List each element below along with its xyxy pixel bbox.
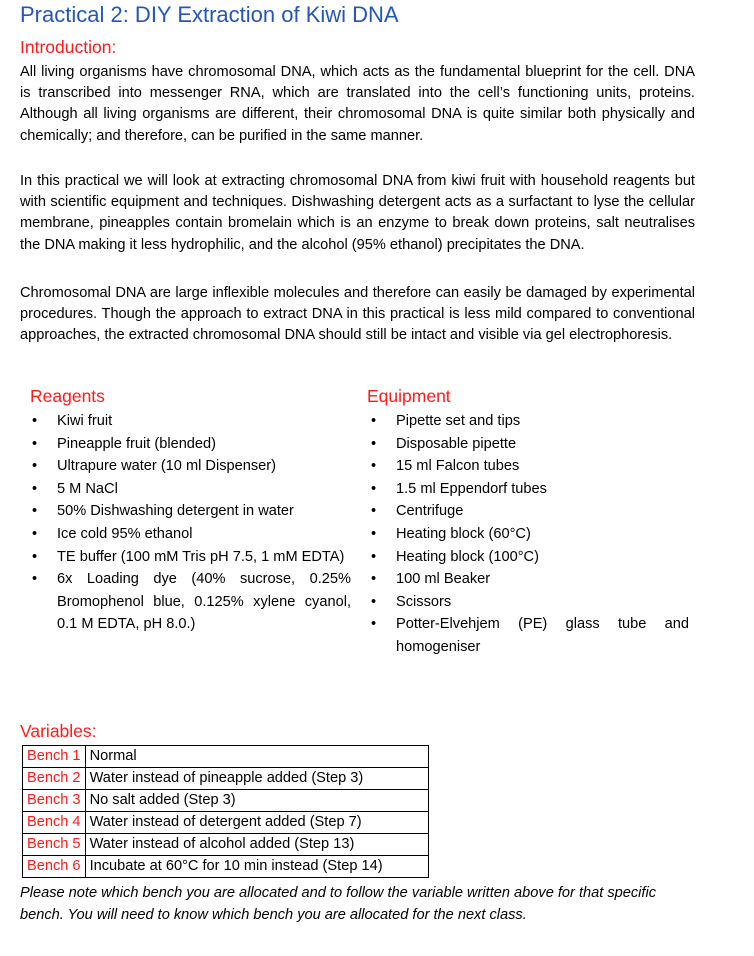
bullet-icon: •	[32, 525, 38, 542]
bullet-icon: •	[32, 458, 38, 475]
variables-table	[22, 745, 429, 878]
bench-cell: Bench 3	[23, 790, 86, 812]
reagent-label: 5 M NaCl	[57, 480, 118, 497]
variable-cell: Water instead of detergent added (Step 7)	[85, 812, 428, 834]
bench-cell: Bench 4	[23, 812, 86, 834]
list-item	[369, 478, 689, 501]
list-item	[369, 568, 689, 591]
bullet-icon: •	[32, 435, 38, 452]
bullet-icon: •	[371, 435, 377, 452]
table-row	[23, 746, 429, 768]
equipment-label: Scissors	[396, 593, 452, 610]
list-item	[369, 410, 689, 433]
reagents-list	[30, 410, 351, 636]
bullet-icon: •	[32, 503, 38, 520]
list-item	[369, 455, 689, 478]
reagent-label: Pineapple fruit (blended)	[57, 435, 217, 452]
intro-paragraph-1: All living organisms have chromosomal DNA, which acts as the fundamental blueprint for the cell. DNA is transcribed into messenger RNA, which are translated into the cell’s functioning units, proteins. Although all living organisms are different, their chromosomal DNA is quite similar both physically and chemically; and therefore, can be purified in the same manner.	[20, 64, 695, 144]
equipment-label: Heating block (100°C)	[396, 548, 539, 565]
bench-cell: Bench 5	[23, 834, 86, 856]
bullet-icon: •	[32, 548, 38, 565]
list-item	[30, 410, 351, 433]
list-item	[369, 523, 689, 546]
list-item	[369, 613, 689, 658]
list-item	[30, 500, 351, 523]
list-item	[30, 455, 351, 478]
list-item	[30, 478, 351, 501]
intro-paragraph-2: In this practical we will look at extracting chromosomal DNA from kiwi fruit with household reagents but with scientific equipment and techniques. Dishwashing detergent acts as a surfactant to lyse the cellular membrane, pineapples contain bromelain which is an enzyme to break down proteins, salt neutralises the DNA making it less hydrophilic, and the alcohol (95% ethanol) precipitates the DNA.	[20, 173, 695, 253]
bullet-icon: •	[371, 616, 377, 633]
list-item	[30, 433, 351, 456]
bullet-icon: •	[371, 571, 377, 588]
table-row	[23, 812, 429, 834]
list-item	[30, 546, 351, 569]
bullet-icon: •	[371, 503, 377, 520]
reagent-label: Ice cold 95% ethanol	[57, 525, 193, 542]
list-item	[30, 523, 351, 546]
equipment-label: 1.5 ml Eppendorf tubes	[396, 480, 547, 497]
variable-cell: Water instead of alcohol added (Step 13)	[85, 834, 428, 856]
list-item	[369, 500, 689, 523]
table-row	[23, 768, 429, 790]
table-row	[23, 856, 429, 878]
bullet-icon: •	[32, 413, 38, 429]
reagent-label: 50% Dishwashing detergent in water	[57, 503, 294, 520]
variable-cell: Incubate at 60°C for 10 min instead (Step 14)	[85, 856, 428, 878]
bullet-icon: •	[371, 548, 377, 565]
list-item	[30, 568, 351, 636]
table-row	[23, 834, 429, 856]
equipment-label: Disposable pipette	[396, 435, 517, 452]
bench-cell: Bench 6	[23, 856, 86, 878]
equipment-list	[369, 410, 689, 659]
variable-cell: Water instead of pineapple added (Step 3)	[85, 768, 428, 790]
intro-paragraph-3: Chromosomal DNA are large inflexible molecules and therefore can easily be damaged by experimental procedures. Though the approach to extract DNA in this practical is less mild compared to conventional approaches, the extracted chromosomal DNA should still be intact and visible via gel electrophoresis.	[20, 285, 695, 344]
reagents-heading: Reagents	[30, 386, 105, 406]
variable-cell: Normal	[85, 746, 428, 768]
bullet-icon: •	[32, 480, 38, 497]
list-item	[369, 591, 689, 614]
bullet-icon: •	[371, 458, 377, 475]
variable-cell: No salt added (Step 3)	[85, 790, 428, 812]
bullet-icon: •	[32, 571, 38, 588]
page-title: Practical 2: DIY Extraction of Kiwi DNA	[20, 2, 399, 27]
equipment-label: 15 ml Falcon tubes	[396, 458, 520, 475]
equipment-label: Potter-Elvehjem (PE) glass tube and homogeniser	[396, 616, 689, 655]
equipment-label: Heating block (60°C)	[396, 525, 531, 542]
reagent-label: TE buffer (100 mM Tris pH 7.5, 1 mM EDTA)	[57, 548, 345, 565]
bench-cell: Bench 1	[23, 746, 86, 768]
list-item	[369, 433, 689, 456]
equipment-heading: Equipment	[367, 386, 451, 406]
bullet-icon: •	[371, 593, 377, 610]
bullet-icon: •	[371, 413, 377, 429]
reagent-label: 6x Loading dye (40% sucrose, 0.25% Bromophenol blue, 0.125% xylene cyanol, 0.1 M EDTA, pH 8.0.)	[57, 571, 351, 633]
equipment-label: Centrifuge	[396, 503, 464, 520]
equipment-label: 100 ml Beaker	[396, 571, 491, 588]
equipment-label: Pipette set and tips	[396, 413, 521, 429]
bench-cell: Bench 2	[23, 768, 86, 790]
table-row	[23, 790, 429, 812]
introduction-heading: Introduction:	[20, 37, 117, 57]
reagent-label: Ultrapure water (10 ml Dispenser)	[57, 458, 276, 475]
list-item	[369, 546, 689, 569]
reagent-label: Kiwi fruit	[57, 413, 113, 429]
variables-heading: Variables:	[20, 721, 97, 741]
bullet-icon: •	[371, 525, 377, 542]
bullet-icon: •	[371, 480, 377, 497]
bench-allocation-note: Please note which bench you are allocated and to follow the variable written above for that specific bench. You will need to know which bench you are allocated for the next class.	[20, 885, 657, 923]
